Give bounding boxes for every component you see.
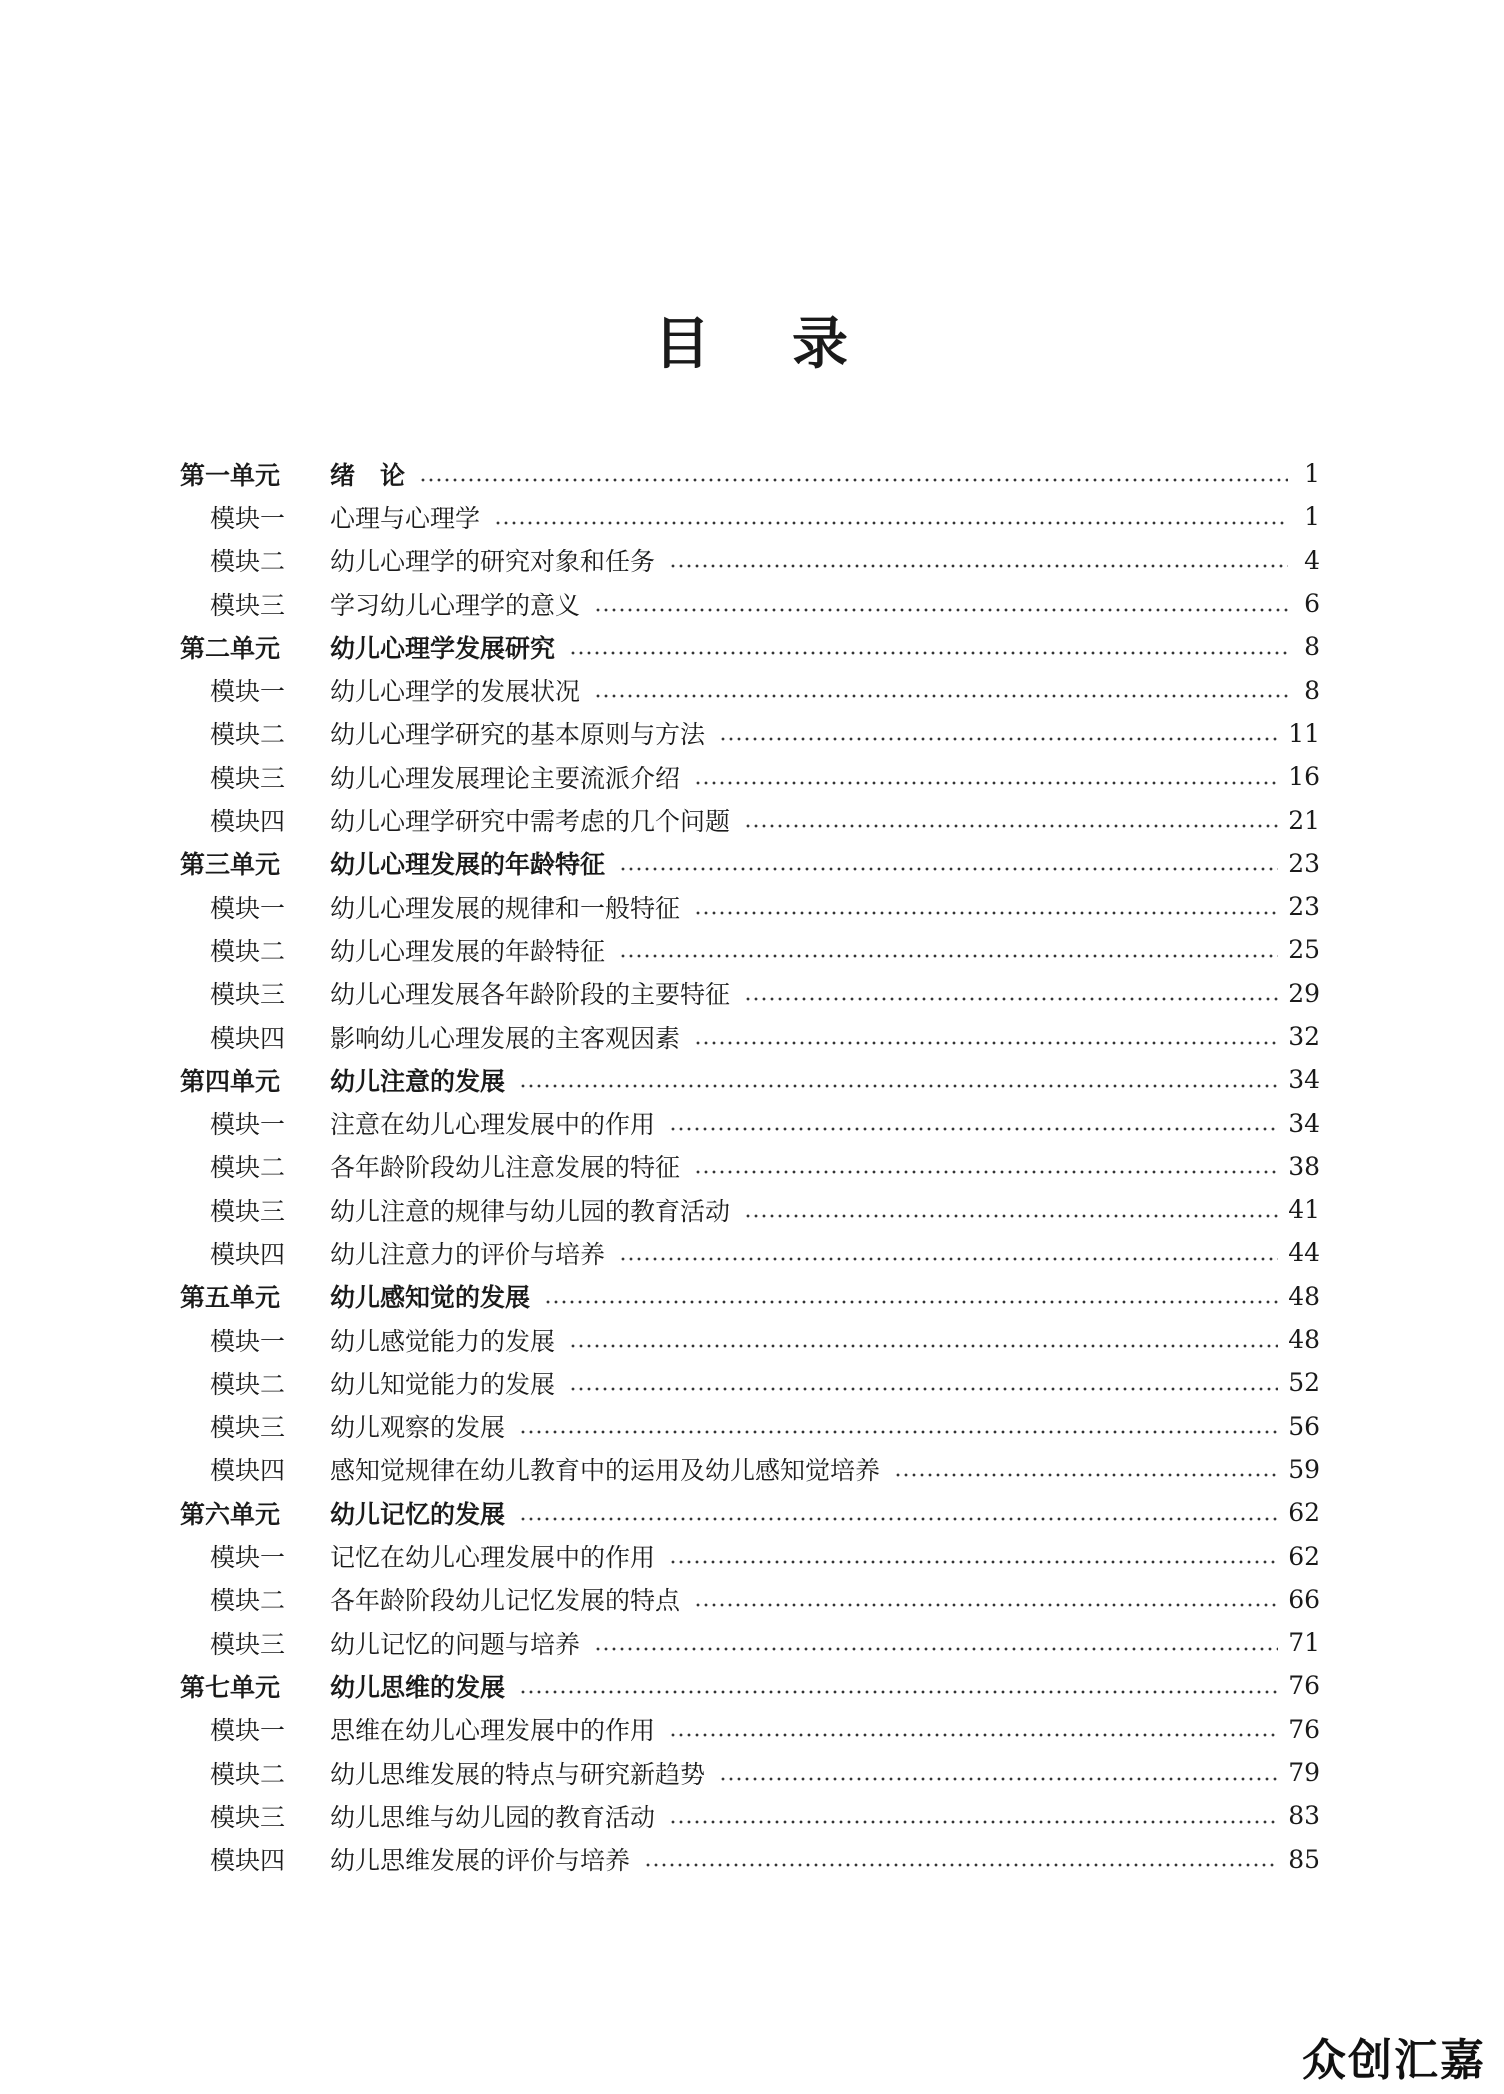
toc-page-number: 44 [1288, 1238, 1320, 1268]
toc-page-number: 34 [1288, 1108, 1320, 1138]
toc-entry-title: 幼儿注意的规律与幼儿园的教育活动 [330, 1196, 731, 1226]
toc-unit-row[interactable] [180, 842, 1320, 885]
toc-page-number: 16 [1288, 762, 1320, 792]
toc-module-row[interactable] [180, 1231, 1320, 1274]
toc-entry-title: 幼儿心理发展的年龄特征 [330, 936, 606, 966]
toc-unit-row[interactable] [180, 1058, 1320, 1101]
toc-module-row[interactable] [180, 1578, 1320, 1621]
toc-page-number: 11 [1288, 718, 1320, 748]
toc-entry-label: 模块三 [210, 590, 286, 620]
dot-leader [494, 521, 1288, 525]
toc-page-number: 48 [1288, 1325, 1320, 1355]
toc-entry-title: 各年龄阶段幼儿记忆发展的特点 [330, 1586, 681, 1616]
toc-module-row[interactable] [180, 755, 1320, 798]
toc-entry-label: 第四单元 [180, 1066, 281, 1096]
toc-module-row[interactable] [180, 1361, 1320, 1404]
dot-leader [569, 651, 1288, 655]
dot-leader [619, 1257, 1278, 1261]
dot-leader [569, 1387, 1278, 1391]
dot-leader [619, 954, 1278, 958]
toc-entry-title: 记忆在幼儿心理发展中的作用 [330, 1543, 656, 1573]
dot-leader [519, 1690, 1278, 1694]
toc-entry-label: 模块四 [210, 1456, 286, 1486]
toc-page-number: 25 [1288, 935, 1320, 965]
toc-entry-label: 第二单元 [180, 633, 281, 663]
toc-entry-label: 模块三 [210, 980, 286, 1010]
toc-entry-title: 幼儿观察的发展 [330, 1413, 506, 1443]
toc-page-number: 62 [1288, 1541, 1320, 1571]
toc-page-number: 32 [1288, 1022, 1320, 1051]
toc-entry-label: 第一单元 [180, 460, 281, 490]
toc-module-row[interactable] [180, 1448, 1320, 1491]
toc-entry-label: 第七单元 [180, 1672, 281, 1702]
toc-entry-title: 幼儿心理发展理论主要流派介绍 [330, 763, 681, 793]
toc-entry-title: 心理与心理学 [330, 503, 481, 533]
toc-module-row[interactable] [180, 798, 1320, 841]
dot-leader [669, 1127, 1278, 1131]
toc-unit-row[interactable] [180, 452, 1320, 495]
toc-page-number: 56 [1288, 1411, 1320, 1441]
toc-entry-title: 幼儿思维发展的评价与培养 [330, 1846, 631, 1876]
toc-module-row[interactable] [180, 1101, 1320, 1144]
toc-page-number: 8 [1304, 632, 1320, 662]
toc-entry-label: 模块三 [210, 1802, 286, 1832]
dot-leader [669, 1820, 1278, 1824]
dot-leader [719, 1777, 1278, 1781]
toc-page-number: 23 [1288, 892, 1320, 922]
toc-entry-title: 幼儿知觉能力的发展 [330, 1369, 556, 1399]
table-of-contents [180, 452, 1320, 1881]
toc-module-row[interactable] [180, 1015, 1320, 1058]
dot-leader [894, 1473, 1278, 1477]
toc-entry-title: 幼儿心理学研究的基本原则与方法 [330, 720, 706, 750]
toc-entry-label: 模块一 [210, 677, 286, 707]
toc-entry-title: 感知觉规律在幼儿教育中的运用及幼儿感知觉培养 [330, 1456, 881, 1486]
toc-page-number: 1 [1304, 459, 1320, 489]
toc-entry-label: 第三单元 [180, 850, 281, 880]
toc-entry-title: 幼儿心理发展的年龄特征 [330, 850, 606, 880]
dot-leader [694, 1170, 1278, 1174]
toc-entry-label: 模块一 [210, 1326, 286, 1356]
toc-page-number: 76 [1288, 1671, 1320, 1701]
toc-entry-title: 各年龄阶段幼儿注意发展的特征 [330, 1153, 681, 1183]
dot-leader [719, 737, 1278, 741]
toc-module-row[interactable] [180, 1405, 1320, 1448]
toc-page-number: 34 [1288, 1065, 1320, 1095]
dot-leader [644, 1863, 1278, 1867]
toc-module-row[interactable] [180, 1318, 1320, 1361]
toc-module-row[interactable] [180, 1708, 1320, 1751]
toc-module-row[interactable] [180, 1534, 1320, 1577]
toc-entry-label: 模块一 [210, 1110, 286, 1140]
toc-entry-title: 幼儿心理发展各年龄阶段的主要特征 [330, 980, 731, 1010]
dot-leader [744, 824, 1278, 828]
toc-page-number: 8 [1304, 675, 1320, 705]
toc-module-row[interactable] [180, 1751, 1320, 1794]
toc-entry-label: 模块二 [210, 1369, 286, 1399]
toc-entry-title: 幼儿记忆的问题与培养 [330, 1629, 581, 1659]
dot-leader [669, 1560, 1278, 1564]
dot-leader [694, 781, 1278, 785]
toc-module-row[interactable] [180, 1794, 1320, 1837]
dot-leader [694, 911, 1278, 915]
toc-unit-row[interactable] [180, 1491, 1320, 1534]
dot-leader [594, 1647, 1278, 1651]
toc-page-number: 66 [1288, 1584, 1320, 1614]
toc-entry-title: 幼儿注意的发展 [330, 1066, 506, 1096]
toc-page-number: 21 [1288, 805, 1320, 835]
toc-entry-label: 模块二 [210, 547, 286, 577]
toc-entry-label: 模块三 [210, 1629, 286, 1659]
toc-page-number: 41 [1288, 1195, 1320, 1225]
toc-entry-label: 模块一 [210, 503, 286, 533]
dot-leader [594, 608, 1288, 612]
toc-entry-label: 第五单元 [180, 1283, 281, 1313]
toc-page-number: 83 [1288, 1801, 1320, 1831]
toc-entry-label: 模块二 [210, 936, 286, 966]
title-char: 录 [792, 312, 850, 377]
toc-page-number: 76 [1288, 1714, 1320, 1744]
toc-module-row[interactable] [180, 972, 1320, 1015]
toc-entry-label: 模块二 [210, 720, 286, 750]
toc-entry-title: 幼儿感知觉的发展 [330, 1283, 531, 1313]
toc-entry-title: 幼儿思维与幼儿园的教育活动 [330, 1802, 656, 1832]
toc-page-number: 1 [1304, 502, 1320, 532]
toc-entry-title: 幼儿心理学的研究对象和任务 [330, 547, 656, 577]
toc-entry-title: 绪 论 [330, 460, 406, 490]
toc-entry-title: 幼儿感觉能力的发展 [330, 1326, 556, 1356]
dot-leader [519, 1430, 1278, 1434]
dot-leader [594, 694, 1288, 698]
toc-entry-label: 模块四 [210, 807, 286, 837]
toc-entry-label: 模块二 [210, 1759, 286, 1789]
toc-page-number: 62 [1288, 1498, 1320, 1528]
dot-leader [544, 1300, 1278, 1304]
dot-leader [419, 478, 1288, 482]
toc-module-row[interactable] [180, 1838, 1320, 1881]
dot-leader [669, 564, 1288, 568]
toc-unit-row[interactable] [180, 1664, 1320, 1707]
toc-unit-row[interactable] [180, 1275, 1320, 1318]
toc-entry-title: 幼儿心理学研究中需考虑的几个问题 [330, 807, 731, 837]
dot-leader [569, 1344, 1278, 1348]
toc-entry-title: 学习幼儿心理学的意义 [330, 590, 581, 620]
dot-leader [744, 1214, 1278, 1218]
toc-page-number: 71 [1288, 1628, 1320, 1658]
toc-module-row[interactable] [180, 582, 1320, 625]
toc-entry-label: 模块一 [210, 1716, 286, 1746]
toc-page-number: 23 [1288, 848, 1320, 878]
toc-module-row[interactable] [180, 1145, 1320, 1188]
toc-entry-title: 幼儿注意力的评价与培养 [330, 1239, 606, 1269]
toc-entry-label: 模块三 [210, 763, 286, 793]
dot-leader [669, 1733, 1278, 1737]
toc-module-row[interactable] [180, 1621, 1320, 1664]
toc-entry-label: 模块二 [210, 1153, 286, 1183]
toc-module-row[interactable] [180, 668, 1320, 711]
toc-entry-label: 模块三 [210, 1413, 286, 1443]
toc-entry-label: 模块一 [210, 1543, 286, 1573]
toc-entry-label: 模块三 [210, 1196, 286, 1226]
toc-module-row[interactable] [180, 712, 1320, 755]
page-title [0, 300, 1504, 380]
toc-entry-title: 幼儿记忆的发展 [330, 1499, 506, 1529]
toc-entry-label: 模块四 [210, 1239, 286, 1269]
toc-page-number: 38 [1288, 1151, 1320, 1181]
toc-module-row[interactable] [180, 1188, 1320, 1231]
toc-page-number: 59 [1288, 1454, 1320, 1484]
dot-leader [519, 1517, 1278, 1521]
toc-entry-title: 思维在幼儿心理发展中的作用 [330, 1716, 656, 1746]
toc-entry-title: 幼儿心理发展的规律和一般特征 [330, 893, 681, 923]
toc-page-number: 85 [1288, 1844, 1320, 1874]
toc-entry-title: 注意在幼儿心理发展中的作用 [330, 1110, 656, 1140]
toc-entry-label: 模块四 [210, 1023, 286, 1053]
toc-entry-title: 幼儿思维发展的特点与研究新趋势 [330, 1759, 706, 1789]
dot-leader [694, 1603, 1278, 1607]
toc-entry-label: 模块一 [210, 893, 286, 923]
toc-page-number: 4 [1304, 545, 1320, 575]
toc-entry-title: 幼儿心理学的发展状况 [330, 677, 581, 707]
toc-module-row[interactable] [180, 539, 1320, 582]
toc-entry-title: 幼儿心理学发展研究 [330, 633, 556, 663]
dot-leader [694, 1041, 1278, 1045]
toc-page-number: 48 [1288, 1281, 1320, 1311]
toc-module-row[interactable] [180, 928, 1320, 971]
toc-page-number: 29 [1288, 978, 1320, 1008]
toc-page-number: 52 [1288, 1368, 1320, 1398]
toc-page-number: 79 [1288, 1758, 1320, 1788]
dot-leader [744, 997, 1278, 1001]
toc-entry-label: 第六单元 [180, 1499, 281, 1529]
watermark-text: 众创汇嘉 [1302, 2035, 1486, 2086]
dot-leader [619, 867, 1278, 871]
toc-page-number: 6 [1304, 589, 1320, 619]
toc-entry-title: 幼儿思维的发展 [330, 1672, 506, 1702]
toc-entry-label: 模块二 [210, 1586, 286, 1616]
toc-entry-label: 模块四 [210, 1846, 286, 1876]
toc-entry-title: 影响幼儿心理发展的主客观因素 [330, 1023, 681, 1053]
toc-unit-row[interactable] [180, 625, 1320, 668]
dot-leader [519, 1084, 1278, 1088]
title-char: 目 [654, 312, 712, 377]
toc-module-row[interactable] [180, 495, 1320, 538]
toc-module-row[interactable] [180, 885, 1320, 928]
